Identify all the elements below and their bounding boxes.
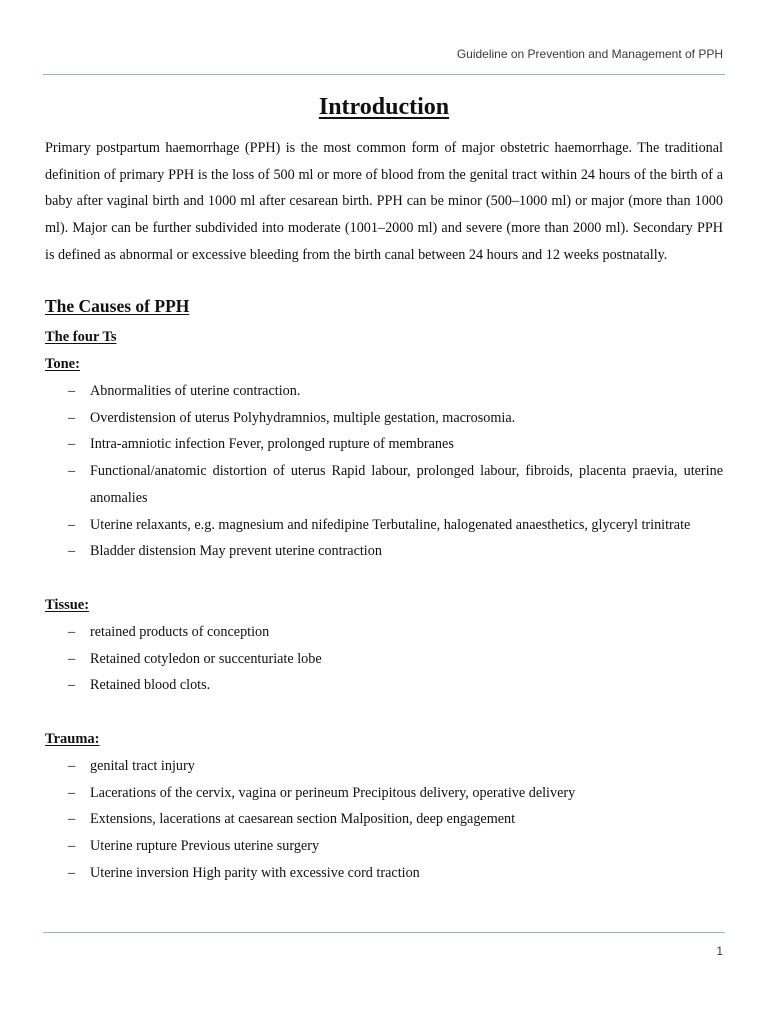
- causes-heading: The Causes of PPH: [45, 296, 190, 316]
- dash-bullet: –: [68, 409, 76, 426]
- list-item-text: Lacerations of the cervix, vagina or perineum Precipitous delivery, operative delivery: [90, 784, 576, 801]
- page-title: Introduction: [318, 94, 450, 120]
- list-item: [66, 619, 723, 646]
- trauma-list: [66, 753, 723, 887]
- list-item: [66, 458, 723, 511]
- list-item-text: Uterine relaxants, e.g. magnesium and nifedipine Terbutaline, halogenated anaesthetics, glyceryl trinitrate: [90, 516, 691, 533]
- tissue-list: [66, 619, 723, 699]
- intro-paragraph: Primary postpartum haemorrhage (PPH) is the most common form of major obstetric haemorrhage. The traditional definition of primary PPH is the loss of 500 ml or more of blood from the genital tract within 24 hours of the birth of a baby after vaginal birth and 1000 ml after cesarean birth. PPH can be minor (500–1000 ml) or major (more than 1000 ml). Major can be further subdivided into moderate (1001–2000 ml) and severe (more than 2000 ml). Secondary PPH is defined as abnormal or excessive bleeding from the birth canal between 24 hours and 12 weeks postnatally.: [45, 140, 723, 263]
- four-ts-subheading: The four Ts: [45, 329, 117, 345]
- list-item: [66, 646, 723, 673]
- trauma-heading: Trauma:: [45, 731, 100, 747]
- dash-bullet: –: [68, 383, 76, 399]
- list-item: [66, 780, 723, 807]
- list-item-text: Overdistension of uterus Polyhydramnios, multiple gestation, macrosomia.: [90, 409, 516, 426]
- dash-bullet: –: [68, 811, 76, 828]
- list-item-text: Retained cotyledon or succenturiate lobe: [90, 650, 322, 667]
- page-number: 1: [716, 944, 723, 958]
- list-item: [66, 405, 723, 432]
- dash-bullet: –: [68, 758, 76, 774]
- list-item-text: Uterine inversion High parity with excessive cord traction: [90, 864, 420, 881]
- dash-bullet: –: [68, 650, 76, 667]
- list-item: [66, 538, 723, 565]
- dash-bullet: –: [68, 784, 76, 801]
- list-item-text: Extensions, lacerations at caesarean section Malposition, deep engagement: [90, 811, 516, 828]
- dash-bullet: –: [68, 677, 76, 694]
- list-item: [66, 806, 723, 833]
- list-item: [66, 431, 723, 458]
- dash-bullet: –: [68, 624, 76, 640]
- list-item-text: retained products of conception: [90, 624, 270, 640]
- tissue-heading: Tissue:: [45, 597, 90, 613]
- list-item: [66, 512, 723, 539]
- list-item-text: genital tract injury: [90, 758, 195, 774]
- list-item-text: Intra-amniotic infection Fever, prolonged rupture of membranes: [90, 436, 454, 453]
- list-item-text: Uterine rupture Previous uterine surgery: [90, 838, 320, 855]
- footer-divider: [43, 932, 725, 933]
- tone-list: [66, 378, 723, 565]
- dash-bullet: –: [68, 864, 76, 881]
- header-divider: [43, 74, 725, 75]
- list-item: [66, 833, 723, 860]
- tone-heading: Tone:: [45, 356, 80, 372]
- dash-bullet: –: [68, 543, 76, 560]
- list-item: [66, 378, 723, 405]
- running-header: Guideline on Prevention and Management of PPH: [456, 47, 723, 61]
- dash-bullet: –: [68, 838, 76, 855]
- list-item-text: Bladder distension May prevent uterine contraction: [90, 543, 382, 560]
- list-item: [66, 672, 723, 699]
- list-item-text: Abnormalities of uterine contraction.: [90, 383, 301, 399]
- dash-bullet: –: [68, 463, 76, 480]
- dash-bullet: –: [68, 516, 76, 533]
- dash-bullet: –: [68, 436, 76, 453]
- list-item: [66, 753, 723, 780]
- list-item-text: Functional/anatomic distortion of uterus Rapid labour, prolonged labour, fibroids, placenta praevia, uterine anomalies: [90, 463, 723, 506]
- list-item: [66, 860, 723, 887]
- list-item-text: Retained blood clots.: [90, 677, 211, 694]
